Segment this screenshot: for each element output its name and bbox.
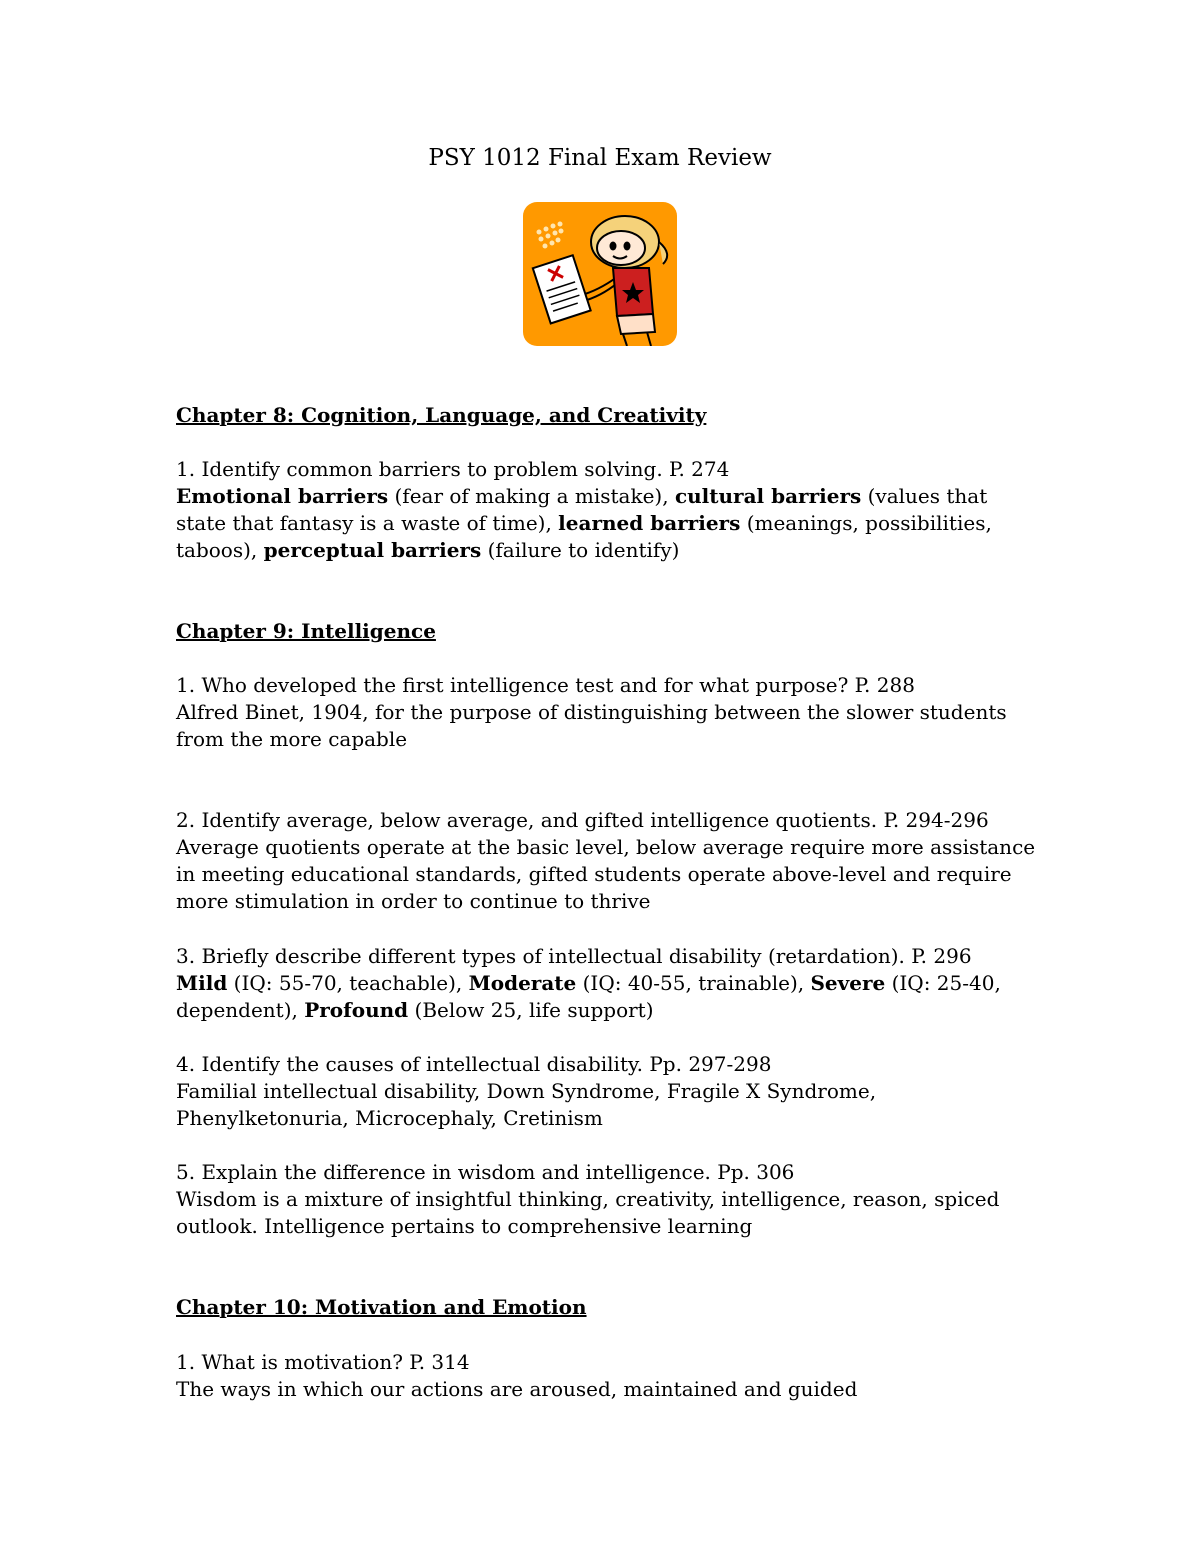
answer-term: Emotional barriers — [176, 484, 389, 508]
answer-term: learned barriers — [558, 511, 741, 535]
answer-detail: (fear of making a mistake), — [388, 484, 675, 508]
answer-detail: (values that state that fantasy is a waste of time), — [176, 484, 988, 535]
answer-text: Average quotients operate at the basic level, below average require more assistance in meeting educational standards, gifted students operate above-level and require more stimulation in order to continue to thrive — [176, 835, 1036, 913]
answer-detail: (failure to identify) — [481, 538, 680, 562]
answer-term: Mild — [176, 971, 228, 995]
section-heading-chapter-9: Chapter 9: Intelligence — [176, 619, 436, 643]
answer-detail: (meanings, possibilities, taboos), — [176, 511, 992, 562]
answer-term: Profound — [304, 998, 409, 1022]
answer-term: perceptual barriers — [263, 538, 482, 562]
answer-term: cultural barriers — [674, 484, 862, 508]
question-text: 1. Identify common barriers to problem solving. P. 274 — [176, 457, 730, 481]
answer-text — [176, 970, 1036, 1024]
answer-detail: (IQ: 55-70, teachable), — [227, 971, 469, 995]
answer-term: Moderate — [468, 971, 577, 995]
student-clipart-icon — [523, 202, 677, 346]
question-text: 4. Identify the causes of intellectual disability. Pp. 297-298 — [176, 1052, 772, 1076]
question-text: 5. Explain the difference in wisdom and intelligence. Pp. 306 — [176, 1160, 795, 1184]
section-heading-chapter-10: Chapter 10: Motivation and Emotion — [176, 1295, 587, 1319]
question-text: 1. What is motivation? P. 314 — [176, 1350, 470, 1374]
answer-text: Wisdom is a mixture of insightful thinking, creativity, intelligence, reason, spiced outlook. Intelligence pertains to comprehensive learning — [176, 1187, 1000, 1238]
question-text: 2. Identify average, below average, and gifted intelligence quotients. P. 294-296 — [176, 808, 989, 832]
answer-detail: (IQ: 40-55, trainable), — [576, 971, 811, 995]
answer-detail: (IQ: 25-40, dependent), — [176, 971, 1001, 1022]
answer-term: Severe — [810, 971, 886, 995]
section-heading-chapter-8: Chapter 8: Cognition, Language, and Creativity — [176, 403, 707, 427]
document-title: PSY 1012 Final Exam Review — [428, 145, 772, 171]
answer-text — [176, 483, 1036, 564]
question-text: 3. Briefly describe different types of intellectual disability (retardation). P. 296 — [176, 944, 972, 968]
answer-text: Familial intellectual disability, Down Syndrome, Fragile X Syndrome, Phenylketonuria, Microcephaly, Cretinism — [176, 1079, 877, 1130]
question-text: 1. Who developed the first intelligence test and for what purpose? P. 288 — [176, 673, 915, 697]
answer-text: Alfred Binet, 1904, for the purpose of distinguishing between the slower students from the more capable — [176, 700, 1007, 751]
answer-detail: (Below 25, life support) — [408, 998, 654, 1022]
answer-text: The ways in which our actions are aroused, maintained and guided — [176, 1377, 858, 1401]
